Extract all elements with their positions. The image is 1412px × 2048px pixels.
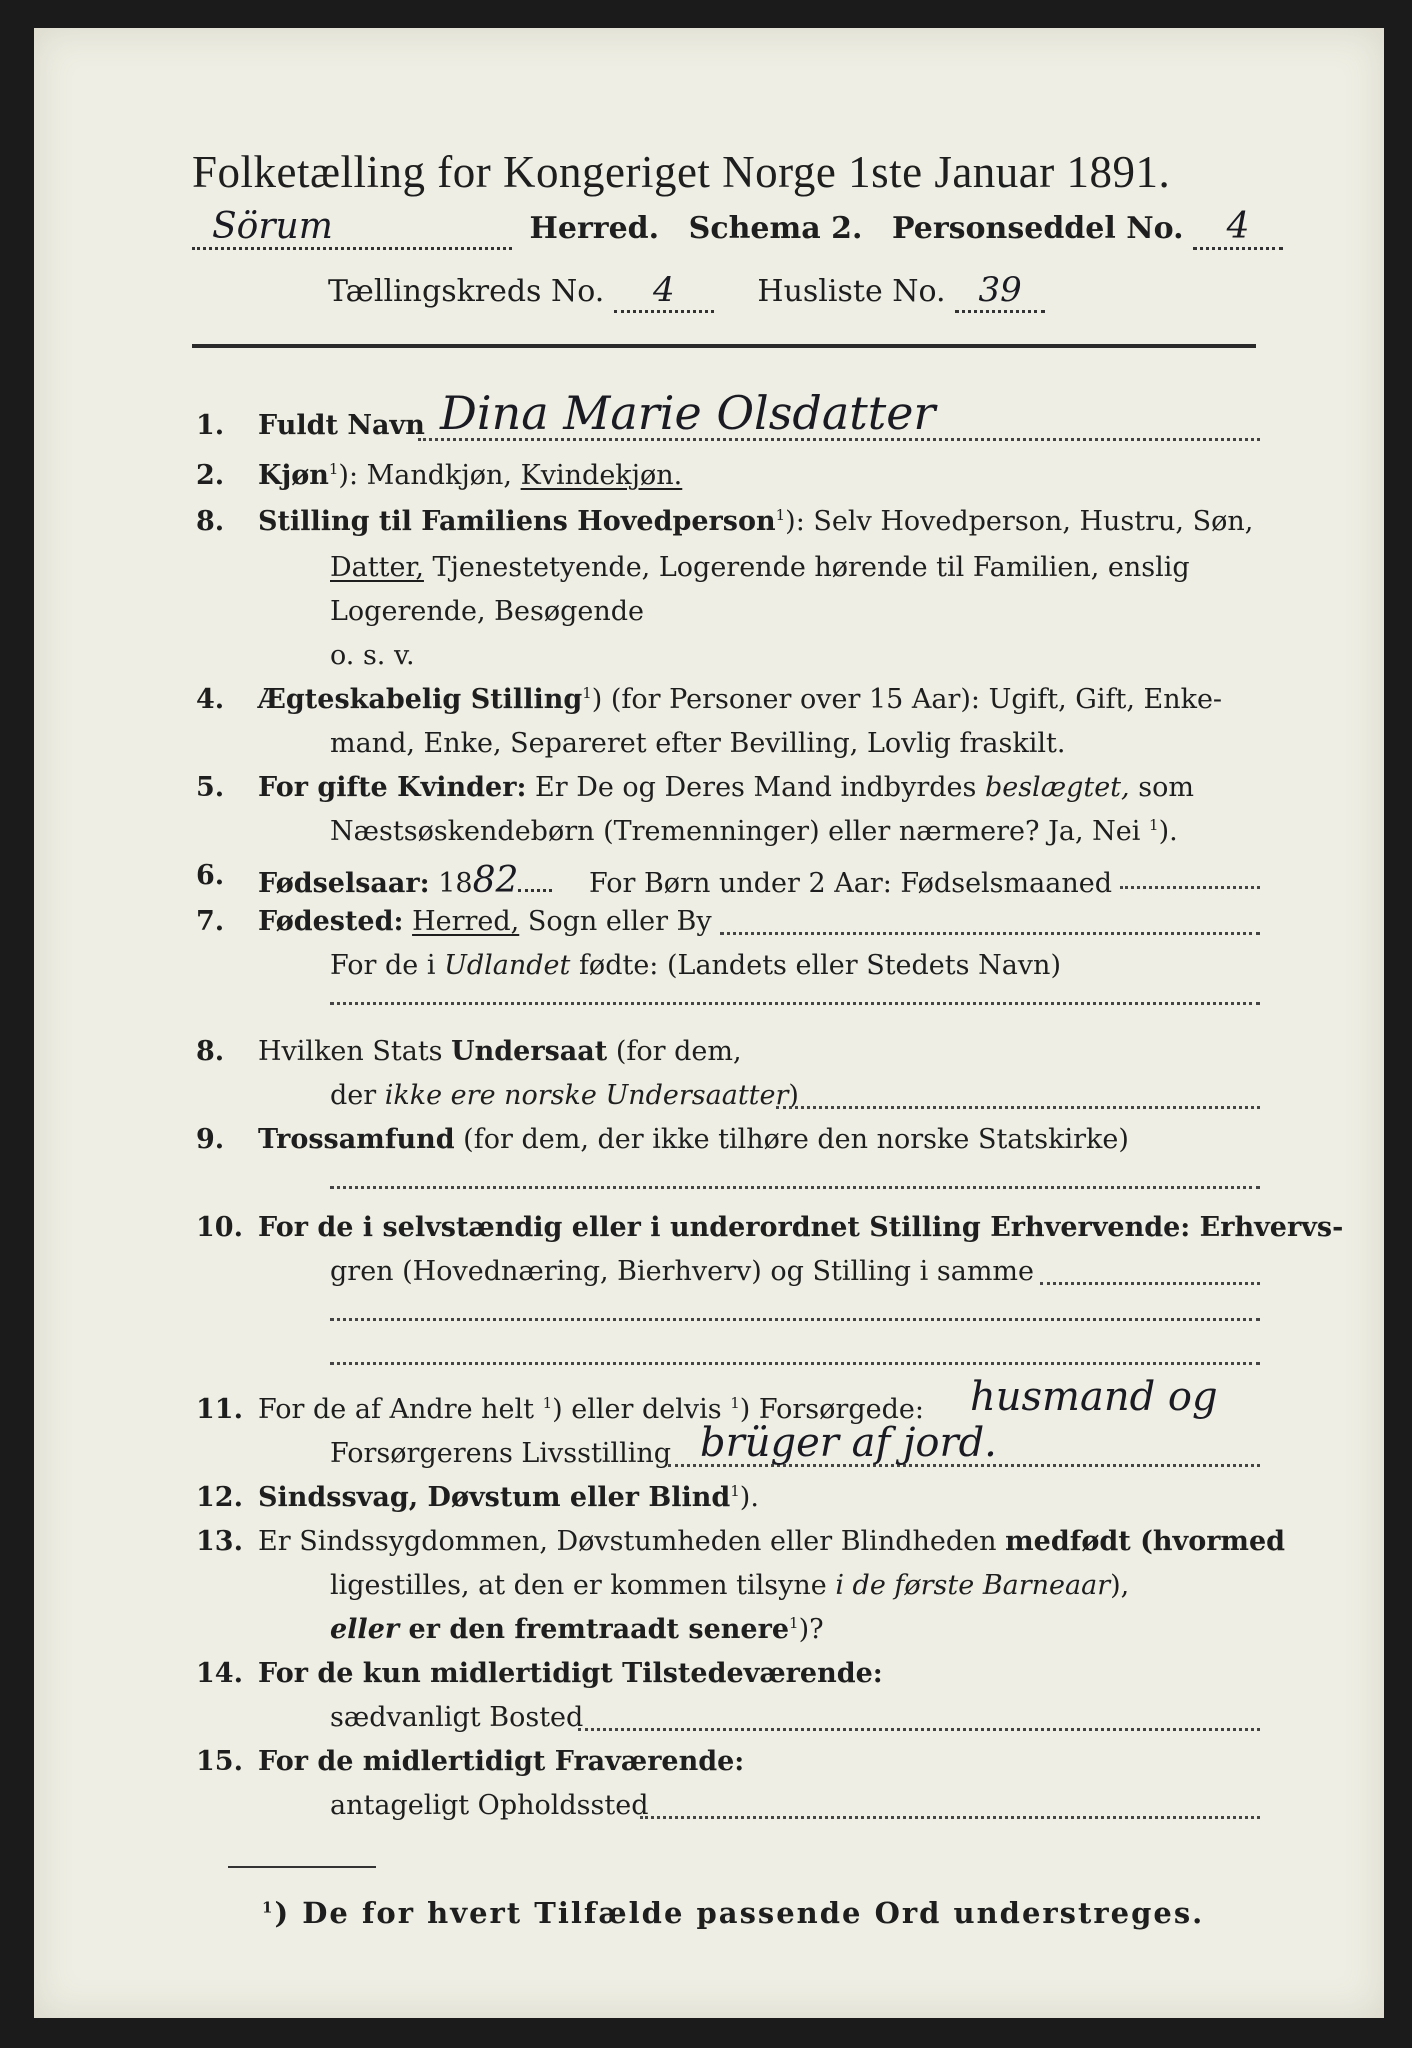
q3-options-2: Tjenestetyende, Logerende hørende til Familien, enslig — [423, 552, 1190, 583]
q8-text-1b: (for dem, — [607, 1036, 742, 1067]
q13-eller: eller — [330, 1614, 400, 1645]
q1-fill-line — [418, 438, 1260, 441]
q11-provider-value-1: husmand og — [970, 1374, 1218, 1420]
q11-text-1b: ) eller delvis — [552, 1394, 731, 1425]
q13-sup: 1 — [789, 1614, 799, 1632]
q7-text-2a: For de i — [330, 950, 445, 981]
footnote-sup: 1 — [262, 1898, 275, 1917]
q5-line1 — [258, 772, 1194, 803]
q13-line2 — [330, 1570, 1129, 1601]
q2-sup: 1 — [328, 460, 339, 478]
q9-blank-line — [330, 1186, 1260, 1189]
q9-text: (for dem, der ikke tilhøre den norske Statskirke) — [454, 1124, 1129, 1155]
q5-label: For gifte Kvinder: — [258, 772, 527, 803]
q11-sup-2: 1 — [730, 1394, 740, 1412]
q10-line2: gren (Hovednæring, Bierhverv) og Stilling i samme — [330, 1256, 1035, 1287]
q3-line1 — [258, 506, 1253, 537]
q7-italic: Udlandet — [444, 950, 571, 981]
q12-sup: 1 — [730, 1482, 740, 1500]
q12-text: ). — [739, 1482, 759, 1513]
q12-label: Sindssvag, Døvstum eller Blind — [258, 1482, 731, 1513]
herred-value: Sörum — [192, 206, 512, 250]
q6-label: Fødselsaar: — [258, 868, 430, 899]
q6-text: For Børn under 2 Aar: Fødselsmaaned — [588, 868, 1112, 899]
q9-line — [258, 1124, 1129, 1155]
q11-text-1: For de af Andre helt — [258, 1394, 543, 1425]
q6-number: 6. — [196, 860, 225, 891]
husliste-value: 39 — [955, 270, 1045, 313]
q9-label: Trossamfund — [258, 1124, 455, 1155]
q12-number: 12. — [196, 1482, 243, 1513]
herred-line — [192, 206, 1283, 250]
census-form-page — [34, 28, 1384, 2018]
q8-italic: ikke ere norske Undersaatter — [384, 1080, 789, 1111]
q4-line1 — [258, 684, 1222, 715]
q2-selected-option: Kvindekjøn. — [520, 460, 683, 491]
herred-label: Herred. — [529, 211, 660, 246]
husliste-label: Husliste No. — [757, 274, 946, 309]
q4-number: 4. — [196, 684, 225, 715]
q10-number: 10. — [196, 1212, 243, 1243]
q7-blank-line — [330, 1002, 1260, 1005]
q7-label: Fødested: — [258, 906, 404, 937]
q3-options-1: ): Selv Hovedperson, Hustru, Søn, — [785, 506, 1254, 537]
q4-sup: 1 — [582, 684, 592, 702]
form-title: Folketælling for Kongeriget Norge 1ste Januar 1891. — [192, 147, 1171, 197]
q9-number: 9. — [196, 1124, 225, 1155]
q8-text-1: Hvilken Stats — [258, 1036, 452, 1067]
q2-number: 2. — [196, 460, 225, 491]
q1-number: 1. — [196, 410, 225, 441]
q3-line4: o. s. v. — [330, 640, 415, 671]
q5-text-2b: ). — [1158, 816, 1178, 847]
q8-text-2a: der — [330, 1080, 385, 1111]
q2-text — [258, 460, 682, 491]
q13-line1 — [258, 1526, 1285, 1557]
q8-line1 — [258, 1036, 742, 1067]
q1-label: Fuldt Navn — [258, 410, 425, 441]
q13-bold-3: er den fremtraadt senere — [399, 1614, 790, 1645]
q10-blank-line-1 — [330, 1318, 1260, 1321]
q15-label: For de midlertidigt Fraværende: — [258, 1746, 745, 1777]
q7-text-2b: fødte: (Landets eller Stedets Navn) — [570, 950, 1061, 981]
footnote-divider — [228, 1866, 376, 1868]
q11-line2: Forsørgerens Livsstilling — [330, 1438, 672, 1469]
footnote-text: ) De for hvert Tilfælde passende Ord understreges. — [274, 1896, 1205, 1930]
q3-label: Stilling til Familiens Hovedperson — [258, 506, 776, 537]
q7-number: 7. — [196, 906, 225, 937]
q6-dots — [518, 889, 552, 892]
q7-line1 — [258, 906, 712, 937]
q12-line — [258, 1482, 759, 1513]
q5-text-2: Næstsøskendebørn (Tremenninger) eller nærmere? Ja, Nei — [330, 816, 1150, 847]
q13-text-1: Er Sindssygdommen, Døvstumheden eller Blindheden — [258, 1526, 1006, 1557]
q14-label: For de kun midlertidigt Tilstedeværende: — [258, 1658, 883, 1689]
q15-fill-line — [640, 1816, 1260, 1819]
q13-line3 — [330, 1614, 824, 1645]
q5-sup: 1 — [1149, 816, 1159, 834]
q13-bold-1: medfødt (hvormed — [1005, 1526, 1286, 1557]
schema-label: Schema 2. — [688, 211, 863, 246]
q8-text-2b: ) — [788, 1080, 799, 1111]
q3-line2 — [330, 552, 1190, 583]
q3-number: 8. — [196, 506, 225, 537]
q5-text-1: Er De og Deres Mand indbyrdes — [526, 772, 985, 803]
q6-fill-line — [1120, 886, 1260, 889]
q1-full-name-value: Dina Marie Olsdatter — [440, 386, 936, 440]
q13-text-3b: )? — [798, 1614, 824, 1645]
q4-options-1: ) (for Personer over 15 Aar): Ugift, Gift, Enke- — [591, 684, 1223, 715]
header-divider — [192, 344, 1256, 348]
q10-fill-line — [1040, 1282, 1260, 1285]
q3-selected-option: Datter, — [330, 552, 424, 583]
personseddel-value: 4 — [1193, 206, 1283, 250]
q8-label: Undersaat — [451, 1036, 608, 1067]
q5-text-1b: som — [1129, 772, 1194, 803]
kreds-line — [328, 270, 1045, 313]
q8-number: 8. — [196, 1036, 225, 1067]
q2-options: ): Mandkjøn, — [338, 460, 521, 491]
q5-italic: beslægtet, — [984, 772, 1130, 803]
q14-fill-line — [578, 1728, 1260, 1731]
q13-number: 13. — [196, 1526, 243, 1557]
q11-text-1c: ) Forsørgede: — [739, 1394, 924, 1425]
q15-line2: antageligt Opholdssted — [330, 1790, 649, 1821]
q13-text-2b: ), — [1110, 1570, 1130, 1601]
q4-label: Ægteskabelig Stilling — [258, 684, 583, 715]
q6-birth-year-value: 82 — [472, 860, 519, 901]
q15-number: 15. — [196, 1746, 243, 1777]
q7-selected-option: Herred, — [412, 906, 520, 937]
kreds-value: 4 — [614, 270, 714, 313]
q8-line2 — [330, 1080, 799, 1111]
q6-line — [258, 860, 1112, 901]
q13-italic: i de første Barneaar — [835, 1570, 1111, 1601]
q7-line2 — [330, 950, 1061, 981]
q4-line2: mand, Enke, Separeret efter Bevilling, Lovlig fraskilt. — [330, 728, 1066, 759]
q10-blank-line-2 — [330, 1362, 1260, 1365]
q8-fill-line — [776, 1106, 1260, 1109]
q13-text-2a: ligestilles, at den er kommen tilsyne — [330, 1570, 836, 1601]
q3-sup: 1 — [775, 506, 786, 524]
kreds-label: Tællingskreds No. — [328, 274, 605, 309]
q10-label: For de i selvstændig eller i underordnet Stilling Erhvervende: Erhvervs- — [258, 1212, 1344, 1243]
q11-number: 11. — [196, 1394, 243, 1425]
q7-fill-line — [720, 932, 1260, 935]
q6-prefix: 18 — [429, 868, 473, 899]
q5-number: 5. — [196, 772, 225, 803]
q2-label: Kjøn — [258, 460, 329, 491]
q14-number: 14. — [196, 1658, 243, 1689]
q5-line2 — [330, 816, 1178, 847]
q11-provider-value-2: brüger af jord. — [700, 1420, 997, 1466]
q14-line2: sædvanligt Bosted — [330, 1702, 584, 1733]
personseddel-label: Personseddel No. — [891, 211, 1184, 246]
q7-text-1: Sogn eller By — [519, 906, 712, 937]
q11-sup-1: 1 — [542, 1394, 553, 1412]
footnote — [262, 1896, 1204, 1930]
q3-line3: Logerende, Besøgende — [330, 596, 644, 627]
